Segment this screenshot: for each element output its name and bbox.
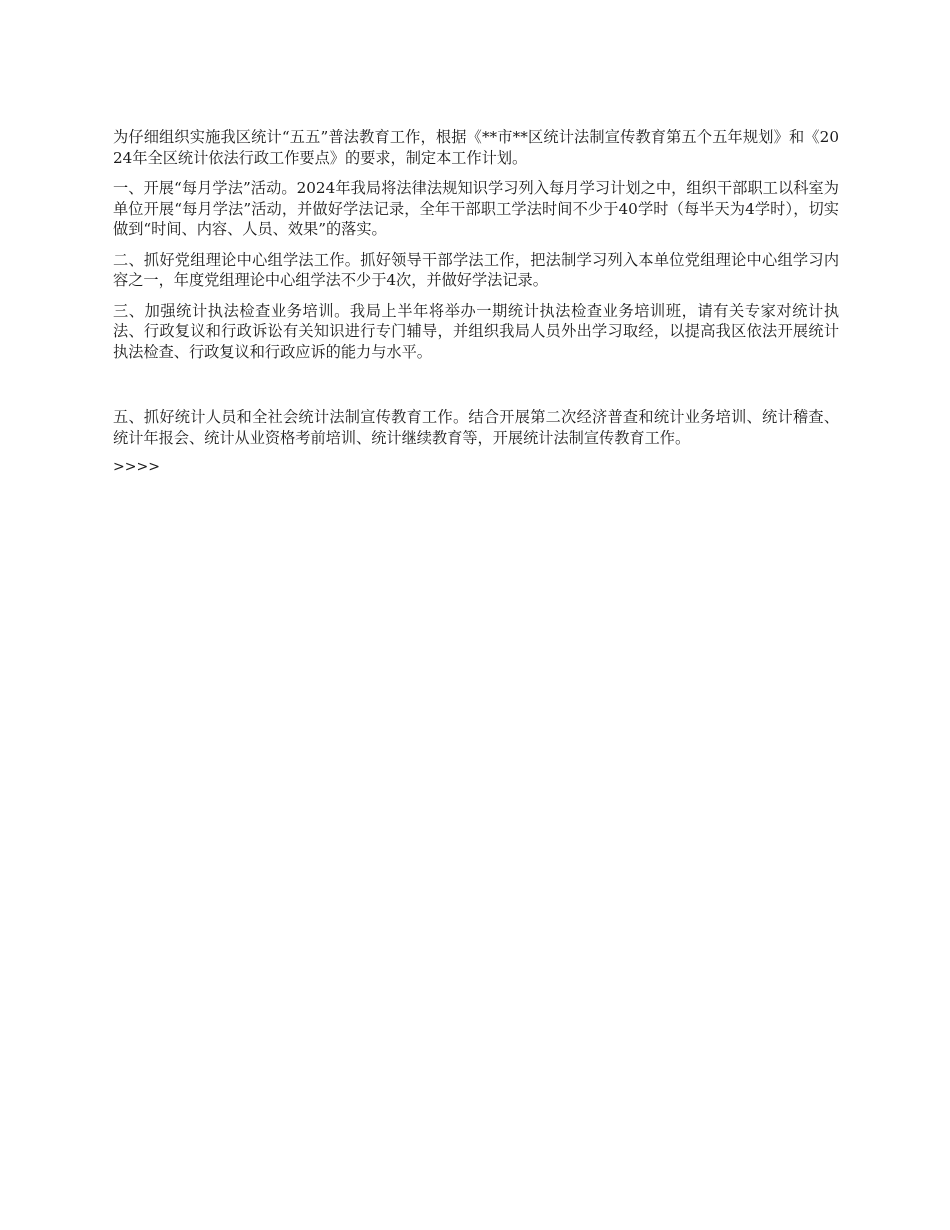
- section-three-paragraph: 三、加强统计执法检查业务培训。我局上半年将举办一期统计执法检查业务培训班，请有关专家对统计执法、行政复议和行政诉讼有关知识进行专门辅导，并组织我局人员外出学习取经，以提高我区依法开展统计执法检查、行政复议和行政应诉的能力与水平。: [113, 301, 839, 361]
- more-marker: >>>>: [113, 459, 160, 475]
- section-five-paragraph: 五、抓好统计人员和全社会统计法制宣传教育工作。结合开展第二次经济普查和统计业务培训、统计稽查、统计年报会、统计从业资格考前培训、统计继续教育等，开展统计法制宣传教育工作。: [113, 408, 839, 447]
- document-body: [113, 127, 839, 476]
- section-two-paragraph: 二、抓好党组理论中心组学法工作。抓好领导干部学法工作，把法制学习列入本单位党组理论中心组学习内容之一，年度党组理论中心组学法不少于4次，并做好学法记录。: [113, 250, 839, 289]
- intro-paragraph: 为仔细组织实施我区统计“五五”普法教育工作，根据《**市**区统计法制宣传教育第五个五年规划》和《2024年全区统计依法行政工作要点》的要求，制定本工作计划。: [113, 128, 839, 167]
- section-one-paragraph: 一、开展“每月学法”活动。2024年我局将法律法规知识学习列入每月学习计划之中，组织干部职工以科室为单位开展“每月学法”活动，并做好学法记录，全年干部职工学法时间不少于40学时（每半天为4学时），切实做到“时间、内容、人员、效果”的落实。: [113, 179, 839, 238]
